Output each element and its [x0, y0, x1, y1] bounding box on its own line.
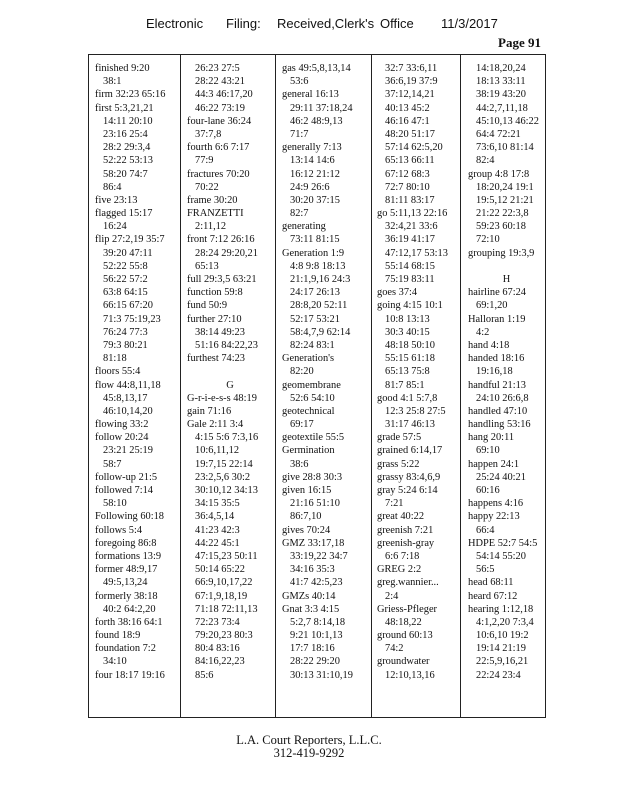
index-entry: ground 60:13 — [377, 630, 433, 642]
index-ref-line: 38:1 — [103, 76, 122, 88]
index-ref-line: 79:20,23 80:3 — [195, 630, 253, 642]
index-ref-line: 53:6 — [290, 76, 309, 88]
index-entry: HDPE 52:7 54:5 — [468, 537, 538, 549]
index-ref-line: 21:1,9,16 24:3 — [290, 274, 351, 285]
index-ref-line: 21:22 22:3,8 — [476, 208, 529, 220]
index-ref-line: 23:2,5,6 30:2 — [195, 471, 251, 483]
index-entry: Germination — [282, 445, 335, 457]
index-entry: gas 49:5,8,13,14 — [282, 63, 351, 74]
index-ref-line: 71:7 — [290, 128, 309, 140]
index-entry: Halloran 1:19 — [468, 313, 526, 325]
index-ref-line: 50:14 65:22 — [195, 564, 245, 576]
index-ref-line: 66:9,10,17,22 — [195, 577, 253, 589]
index-ref-line: 16:12 21:12 — [290, 168, 340, 180]
index-ref-line: 79:3 80:21 — [103, 339, 148, 351]
index-ref-line: 58:4,7,9 62:14 — [290, 326, 351, 338]
page-number: Page 91 — [498, 35, 541, 50]
index-entry: FRANZETTI — [187, 208, 244, 220]
index-entry: hand 4:18 — [468, 339, 510, 351]
index-entry: greenish 7:21 — [377, 524, 434, 536]
index-entry: going 4:15 10:1 — [377, 300, 443, 312]
index-ref-line: 54:14 55:20 — [476, 550, 526, 562]
column-divider — [371, 55, 372, 717]
index-ref-line: 64:4 72:21 — [476, 128, 521, 140]
index-entry: Generation 1:9 — [282, 247, 345, 259]
index-entry: grade 57:5 — [377, 432, 422, 444]
header-date: 11/3/2017 — [441, 16, 498, 31]
index-ref-line: 37:7,8 — [195, 128, 222, 140]
index-entry: front 7:12 26:16 — [187, 234, 255, 246]
index-entry: Following 60:18 — [95, 511, 164, 523]
index-ref-line: 69:1,20 — [476, 300, 508, 312]
index-ref-line: 29:11 37:18,24 — [290, 102, 353, 114]
index-ref-line: 72:23 73:4 — [195, 616, 240, 628]
index-entry: full 29:3,5 63:21 — [187, 274, 257, 285]
index-entry: fourth 6:6 7:17 — [187, 142, 250, 154]
index-entry: G-r-i-e-s-s 48:19 — [187, 392, 257, 404]
index-ref-line: 19:16,18 — [476, 366, 513, 378]
index-ref-line: 71:3 75:19,23 — [103, 313, 161, 325]
header-office: Office — [380, 16, 414, 31]
index-entry: geotechnical — [282, 405, 335, 417]
index-ref-line: 46:2 48:9,13 — [290, 115, 343, 127]
index-entry: hairline 67:24 — [468, 287, 527, 299]
index-ref-line: 41:7 42:5,23 — [290, 577, 343, 589]
index-ref-line: 34:16 35:3 — [290, 564, 335, 576]
index-ref-line: 32:4,21 33:6 — [385, 221, 438, 233]
index-entry: fund 50:9 — [187, 300, 228, 312]
index-entry: follows 5:4 — [95, 524, 143, 536]
index-ref-line: 33:19,22 34:7 — [290, 550, 348, 562]
index-entry: group 4:8 17:8 — [468, 168, 530, 180]
index-ref-line: 4:15 5:6 7:3,16 — [195, 432, 259, 444]
index-ref-line: 73:6,10 81:14 — [476, 142, 534, 154]
index-ref-line: 14:11 20:10 — [103, 115, 153, 127]
index-ref-line: 12:3 25:8 27:5 — [385, 405, 446, 417]
index-entry: greenish-gray — [377, 537, 435, 549]
index-ref-line: 45:8,13,17 — [103, 392, 148, 404]
index-entry — [187, 365, 273, 378]
index-entry: handled 47:10 — [468, 405, 528, 417]
index-ref-line: 82:24 83:1 — [290, 339, 335, 351]
index-column-5 — [468, 62, 545, 682]
index-entry: five 23:13 — [95, 194, 138, 206]
index-ref-line: 55:14 68:15 — [385, 260, 435, 272]
index-entry: handed 18:16 — [468, 353, 525, 365]
index-ref-line: 48:20 51:17 — [385, 128, 435, 140]
footer-company: L.A. Court Reporters, L.L.C. — [236, 733, 382, 747]
index-ref-line: 65:13 75:8 — [385, 366, 430, 378]
index-ref-line: 9:21 10:1,13 — [290, 630, 343, 642]
index-ref-line: 58:20 74:7 — [103, 168, 148, 180]
column-divider — [180, 55, 181, 717]
index-ref-line: 60:16 — [476, 485, 500, 496]
index-ref-line: 67:1,9,18,19 — [195, 590, 248, 602]
index-ref-line: 80:4 83:16 — [195, 643, 240, 655]
index-entry: great 40:22 — [377, 511, 425, 523]
index-entry: happy 22:13 — [468, 511, 520, 523]
index-ref-line: 82:4 — [476, 155, 495, 167]
index-entry: geotextile 55:5 — [282, 432, 345, 444]
index-ref-line: 23:16 25:4 — [103, 128, 148, 140]
index-entry: flagged 15:17 — [95, 208, 153, 220]
index-ref-line: 81:18 — [103, 353, 127, 365]
index-ref-line: 86:7,10 — [290, 511, 322, 523]
index-ref-line: 24:17 26:13 — [290, 287, 340, 299]
index-ref-line: 22:5,9,16,21 — [476, 656, 529, 668]
index-entry: flowing 33:2 — [95, 419, 149, 431]
index-entry: follow 20:24 — [95, 432, 149, 444]
index-entry: handful 21:13 — [468, 379, 527, 391]
index-ref-line: 48:18,22 — [385, 616, 422, 628]
index-entry: GMZ 33:17,18 — [282, 537, 345, 549]
index-entry: Generation's — [282, 353, 335, 365]
section-letter: H — [502, 274, 511, 285]
index-ref-line: 51:16 84:22,23 — [195, 339, 258, 351]
index-entry: happens 4:16 — [468, 498, 524, 510]
index-ref-line: 59:23 60:18 — [476, 221, 526, 233]
index-ref-line: 73:11 81:15 — [290, 234, 340, 246]
index-ref-line: 19:7,15 22:14 — [195, 458, 253, 470]
column-divider — [460, 55, 461, 717]
index-entry: good 4:1 5:7,8 — [377, 392, 438, 404]
index-entry: foundation 7:2 — [95, 643, 156, 655]
index-ref-line: 12:10,13,16 — [385, 669, 435, 681]
index-ref-line: 38:14 49:23 — [195, 326, 245, 338]
index-ref-line: 52:22 55:8 — [103, 260, 148, 272]
index-entry: handling 53:16 — [468, 419, 531, 431]
index-entry: grass 5:22 — [377, 458, 420, 470]
index-ref-line: 25:24 40:21 — [476, 471, 526, 483]
index-entry: goes 37:4 — [377, 287, 418, 299]
index-entry: grouping 19:3,9 — [468, 247, 535, 259]
index-ref-line: 32:7 33:6,11 — [385, 63, 438, 74]
index-ref-line: 30:20 37:15 — [290, 194, 340, 206]
index-entry: Gale 2:11 3:4 — [187, 419, 244, 431]
index-ref-line: 67:12 68:3 — [385, 168, 430, 180]
index-ref-line: 40:13 45:2 — [385, 102, 430, 114]
index-ref-line: 44:22 45:1 — [195, 537, 240, 549]
index-ref-line: 52:6 54:10 — [290, 392, 335, 404]
index-ref-line: 19:5,12 21:21 — [476, 194, 534, 206]
index-entry: Gnat 3:3 4:15 — [282, 603, 340, 615]
index-ref-line: 10:6,11,12 — [195, 445, 240, 457]
index-ref-line: 76:24 77:3 — [103, 326, 148, 338]
index-entry: generating — [282, 221, 326, 233]
index-ref-line: 77:9 — [195, 155, 214, 167]
index-ref-line: 18:20,24 19:1 — [476, 181, 534, 193]
index-ref-line: 72:10 — [476, 234, 500, 246]
index-ref-line: 41:23 42:3 — [195, 524, 240, 536]
index-ref-line: 82:20 — [290, 366, 314, 378]
index-entry: GREG 2:2 — [377, 564, 422, 576]
index-ref-line: 4:1,2,20 7:3,4 — [476, 616, 534, 628]
index-column-2 — [187, 62, 273, 682]
index-entry: hearing 1:12,18 — [468, 603, 534, 615]
footer-phone: 312-419-9292 — [273, 746, 345, 760]
index-ref-line: 69:10 — [476, 445, 500, 457]
index-ref-line: 28:22 43:21 — [195, 76, 245, 88]
index-ref-line: 52:22 53:13 — [103, 155, 153, 167]
index-ref-line: 24:9 26:6 — [290, 181, 330, 193]
index-ref-line: 71:18 72:11,13 — [195, 603, 258, 615]
index-ref-line: 57:14 62:5,20 — [385, 142, 443, 154]
index-ref-line: 58:7 — [103, 458, 122, 470]
index-entry: happen 24:1 — [468, 458, 520, 470]
index-entry: GMZs 40:14 — [282, 590, 336, 602]
index-entry — [468, 260, 545, 273]
index-ref-line: 18:13 33:11 — [476, 76, 526, 88]
index-entry: given 16:15 — [282, 485, 332, 496]
index-ref-line: 36:4,5,14 — [195, 511, 235, 523]
index-entry: gives 70:24 — [282, 524, 331, 536]
index-ref-line: 48:18 50:10 — [385, 339, 435, 351]
index-entry: go 5:11,13 22:16 — [377, 208, 448, 220]
index-entry: formations 13:9 — [95, 550, 162, 562]
index-ref-line: 75:19 83:11 — [385, 274, 435, 285]
index-ref-line: 44:3 46:17,20 — [195, 89, 253, 101]
index-ref-line: 36:19 41:17 — [385, 234, 435, 246]
index-ref-line: 52:17 53:21 — [290, 313, 340, 325]
index-ref-line: 39:20 47:11 — [103, 247, 153, 259]
column-divider — [275, 55, 276, 717]
index-entry: follow-up 21:5 — [95, 471, 158, 483]
index-ref-line: 28:24 29:20,21 — [195, 247, 258, 259]
index-column-4 — [377, 62, 459, 682]
index-entry: former 48:9,17 — [95, 564, 158, 576]
index-entry: further 27:10 — [187, 313, 242, 325]
index-ref-line: 46:16 47:1 — [385, 115, 430, 127]
index-entry: generally 7:13 — [282, 142, 342, 154]
index-ref-line: 5:2,7 8:14,18 — [290, 616, 346, 628]
index-ref-line: 65:13 66:11 — [385, 155, 435, 167]
index-ref-line: 56:22 57:2 — [103, 274, 148, 285]
index-entry: found 18:9 — [95, 630, 141, 642]
index-ref-line: 34:10 — [103, 656, 127, 668]
index-ref-line: 66:4 — [476, 524, 495, 536]
index-ref-line: 72:7 80:10 — [385, 181, 430, 193]
index-ref-line: 82:7 — [290, 208, 309, 220]
index-table — [88, 54, 546, 718]
index-entry: grained 6:14,17 — [377, 445, 443, 457]
index-entry: forth 38:16 64:1 — [95, 616, 163, 628]
index-ref-line: 65:13 — [195, 260, 219, 272]
index-ref-line: 14:18,20,24 — [476, 63, 526, 74]
index-ref-line: 46:10,14,20 — [103, 405, 153, 417]
index-entry: head 68:11 — [468, 577, 514, 589]
header-received: Received,Clerk's — [277, 16, 375, 31]
index-ref-line: 31:17 46:13 — [385, 419, 435, 431]
index-entry: hang 20:11 — [468, 432, 515, 444]
index-ref-line: 2:4 — [385, 590, 399, 602]
index-ref-line: 38:19 43:20 — [476, 89, 526, 101]
page-footer — [0, 734, 618, 760]
index-ref-line: 49:5,13,24 — [103, 577, 148, 589]
index-ref-line: 66:15 67:20 — [103, 300, 153, 312]
index-ref-line: 63:8 64:15 — [103, 287, 148, 299]
index-ref-line: 45:10,13 46:22 — [476, 115, 539, 127]
index-entry: Griess-Pfleger — [377, 603, 438, 615]
index-ref-line: 81:7 85:1 — [385, 379, 425, 391]
index-entry: give 28:8 30:3 — [282, 471, 343, 483]
index-ref-line: 56:5 — [476, 564, 495, 576]
index-entry: grassy 83:4,6,9 — [377, 471, 441, 483]
index-entry: formerly 38:18 — [95, 590, 158, 602]
index-ref-line: 38:6 — [290, 458, 309, 470]
index-entry: foregoing 86:8 — [95, 537, 157, 549]
index-ref-line: 70:22 — [195, 181, 219, 193]
index-ref-line: 17:7 18:16 — [290, 643, 335, 655]
header-electronic: Electronic — [146, 16, 204, 31]
index-entry: geomembrane — [282, 379, 341, 391]
index-ref-line: 13:14 14:6 — [290, 155, 335, 167]
index-ref-line: 30:3 40:15 — [385, 326, 430, 338]
index-entry: flow 44:8,11,18 — [95, 379, 161, 391]
index-entry: four-lane 36:24 — [187, 115, 252, 127]
index-entry: greg.wannier... — [377, 577, 439, 589]
filing-header — [0, 16, 618, 34]
index-ref-line: 19:14 21:19 — [476, 643, 526, 655]
index-ref-line: 40:2 64:2,20 — [103, 603, 156, 615]
index-ref-line: 30:10,12 34:13 — [195, 485, 258, 496]
index-entry: groundwater — [377, 656, 430, 668]
index-ref-line: 34:15 35:5 — [195, 498, 240, 510]
index-ref-line: 44:2,7,11,18 — [476, 102, 528, 114]
index-ref-line: 26:23 27:5 — [195, 63, 240, 74]
index-entry: function 59:8 — [187, 287, 243, 299]
index-ref-line: 28:22 29:20 — [290, 656, 340, 668]
index-ref-line: 23:21 25:19 — [103, 445, 153, 457]
index-ref-line: 47:12,17 53:13 — [385, 247, 448, 259]
index-ref-line: 55:15 61:18 — [385, 353, 435, 365]
index-entry: gray 5:24 6:14 — [377, 485, 438, 496]
index-ref-line: 37:12,14,21 — [385, 89, 435, 101]
index-ref-line: 10:8 13:13 — [385, 313, 430, 325]
index-ref-line: 6:6 7:18 — [385, 550, 420, 562]
index-ref-line: 84:16,22,23 — [195, 656, 245, 668]
index-entry: followed 7:14 — [95, 485, 154, 496]
index-ref-line: 81:11 83:17 — [385, 194, 435, 206]
index-column-1 — [95, 62, 177, 682]
index-ref-line: 74:2 — [385, 643, 404, 655]
index-ref-line: 47:15,23 50:11 — [195, 550, 258, 562]
index-entry: general 16:13 — [282, 89, 339, 101]
index-ref-line: 21:16 51:10 — [290, 498, 340, 510]
index-entry: heard 67:12 — [468, 590, 518, 602]
index-entry: floors 55:4 — [95, 366, 141, 378]
index-ref-line: 22:24 23:4 — [476, 669, 521, 681]
index-ref-line: 4:2 — [476, 326, 490, 338]
index-entry: gain 71:16 — [187, 405, 232, 417]
index-ref-line: 46:22 73:19 — [195, 102, 245, 114]
index-ref-line: 69:17 — [290, 419, 314, 431]
section-letter: G — [226, 379, 234, 391]
index-ref-line: 30:13 31:10,19 — [290, 669, 353, 681]
index-ref-line: 85:6 — [195, 669, 214, 681]
index-entry: frame 30:20 — [187, 194, 238, 206]
index-ref-line: 7:21 — [385, 498, 404, 510]
index-entry: furthest 74:23 — [187, 353, 246, 365]
index-ref-line: 28:8,20 52:11 — [290, 300, 348, 312]
index-ref-line: 86:4 — [103, 181, 122, 193]
index-column-3 — [282, 62, 368, 682]
index-ref-line: 28:2 29:3,4 — [103, 142, 151, 154]
index-entry: finished 9:20 — [95, 63, 150, 74]
index-entry: four 18:17 19:16 — [95, 669, 165, 681]
index-entry: firm 32:23 65:16 — [95, 89, 166, 101]
index-ref-line: 10:6,10 19:2 — [476, 630, 529, 642]
index-ref-line: 58:10 — [103, 498, 127, 510]
header-filing: Filing: — [226, 16, 261, 31]
index-ref-line: 36:6,19 37:9 — [385, 76, 438, 88]
index-ref-line: 4:8 9:8 18:13 — [290, 260, 346, 272]
index-entry: fractures 70:20 — [187, 168, 250, 180]
index-ref-line: 2:11,12 — [195, 221, 227, 233]
index-entry: first 5:3,21,21 — [95, 102, 154, 114]
index-ref-line: 24:10 26:6,8 — [476, 392, 529, 404]
index-entry: flip 27:2,19 35:7 — [95, 234, 165, 246]
index-ref-line: 16:24 — [103, 221, 127, 233]
